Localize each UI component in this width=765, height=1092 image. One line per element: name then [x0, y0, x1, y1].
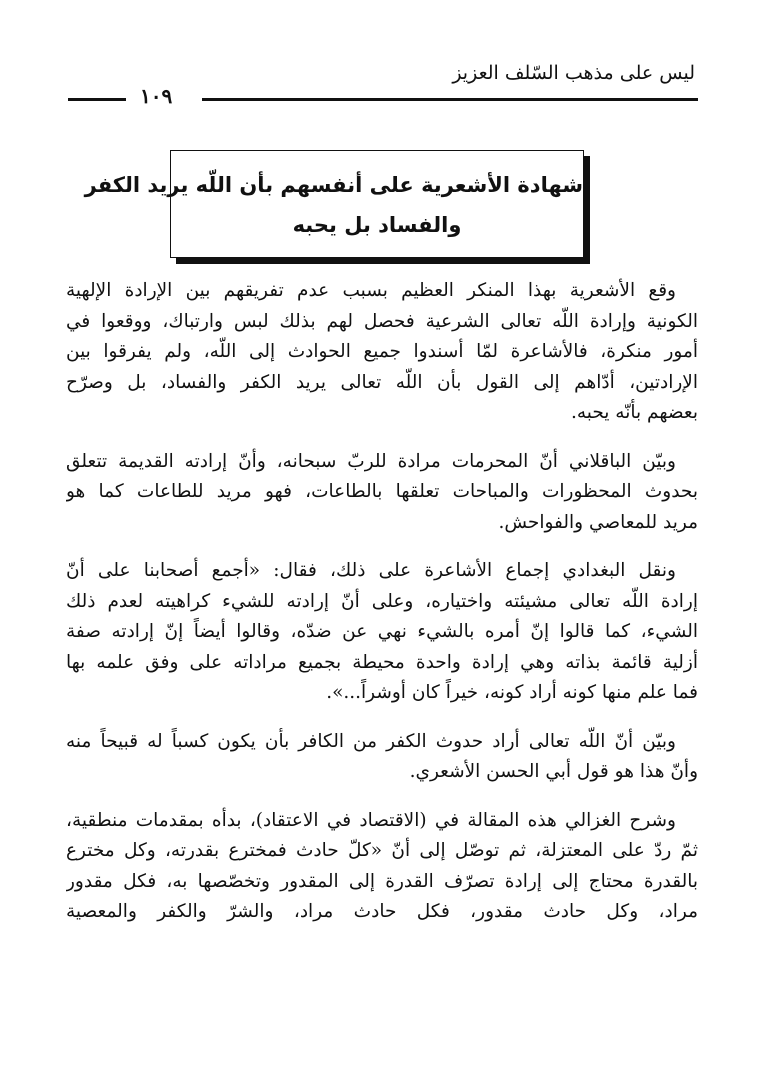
- paragraph: [66, 727, 698, 788]
- header-rule-right: [202, 98, 698, 101]
- paragraph: [66, 556, 698, 709]
- text-line: الكونية وإرادة اللّه تعالى الشرعية فحصل لهم بذلك لبس وارتباك، ووقعوا في: [66, 310, 698, 332]
- text-line: بحدوث المحظورات والمباحات تعلقها بالطاعات، فهو مريد للطاعات كما هو: [66, 481, 698, 502]
- paragraph: [66, 276, 698, 429]
- paragraph: [66, 447, 698, 539]
- paragraph: [66, 806, 698, 928]
- text-line: إرادة اللّه تعالى مشيئته واختياره، وعلى أنّ إرادته للشيء كراهيته لعدم ذلك: [66, 590, 698, 612]
- text-line: وقع الأشعرية بهذا المنكر العظيم بسبب عدم تفريقهم بين الإرادة الإلهية: [66, 280, 676, 301]
- text-line: أزلية قائمة بذاته وهي إرادة واحدة محيطة بجميع مراداته على وفق علمه بها: [66, 651, 698, 673]
- text-line: وشرح الغزالي هذه المقالة في (الاقتصاد في الاعتقاد)، بدأه بمقدمات منطقية،: [66, 809, 676, 831]
- text-line: الشيء، كما قالوا إنّ أمره بالشيء نهي عن ضدّه، وقالوا أيضاً إنّ إرادته صفة: [66, 621, 698, 642]
- body-text: [66, 276, 698, 946]
- page-number: ١٠٩: [140, 84, 173, 108]
- text-line: الإرادتين، أدّاهم إلى القول بأن اللّه تعالى يريد الكفر والفساد، بل وصرّح: [66, 371, 698, 393]
- text-line: أمور منكرة، فالأشاعرة لمّا أسندوا جميع الحوادث إلى اللّه، ولم يفرقوا بين: [66, 341, 698, 362]
- section-title-line-2: والفساد بل يحبه: [292, 213, 462, 237]
- text-line: وأنّ هذا هو قول أبي الحسن الأشعري.: [409, 761, 698, 782]
- text-line: وبيّن أنّ اللّه تعالى أراد حدوث الكفر من الكافر بأن يكون كسباً له قبيحاً منه: [66, 730, 676, 752]
- text-line: ثمّ ردّ على المعتزلة، ثم توصّل إلى أنّ «كلّ حادث فمخترع بقدرته، وكل مخترع: [66, 840, 698, 861]
- text-line: ونقل البغدادي إجماع الأشاعرة على ذلك، فقال: «أجمع أصحابنا على أنّ: [66, 560, 676, 581]
- text-line: مريد للمعاصي والفواحش.: [498, 511, 698, 533]
- text-line: مراد، وكل حادث مقدور، فكل حادث مراد، والشرّ والكفر والمعصية: [66, 901, 698, 922]
- header-rule-left: [68, 98, 126, 101]
- text-line: وبيّن الباقلاني أنّ المحرمات مرادة للربّ سبحانه، وأنّ إرادته القديمة تتعلق: [66, 450, 676, 472]
- text-line: بعضهم بأنّه يحبه.: [570, 402, 698, 423]
- running-title: ليس على مذهب السّلف العزيز: [452, 62, 695, 84]
- section-title-box: [84, 150, 584, 258]
- section-title-line-1: شهادة الأشعرية على أنفسهم بأن اللّه يريد الكفر: [84, 173, 583, 197]
- text-line: فما علم منها كونه أراد كونه، خيراً كان أوشراً...».: [326, 682, 698, 703]
- text-line: بالقدرة محتاج إلى إرادة تصرّف القدرة إلى المقدور وتخصّصها به، فكل مقدور: [66, 870, 698, 892]
